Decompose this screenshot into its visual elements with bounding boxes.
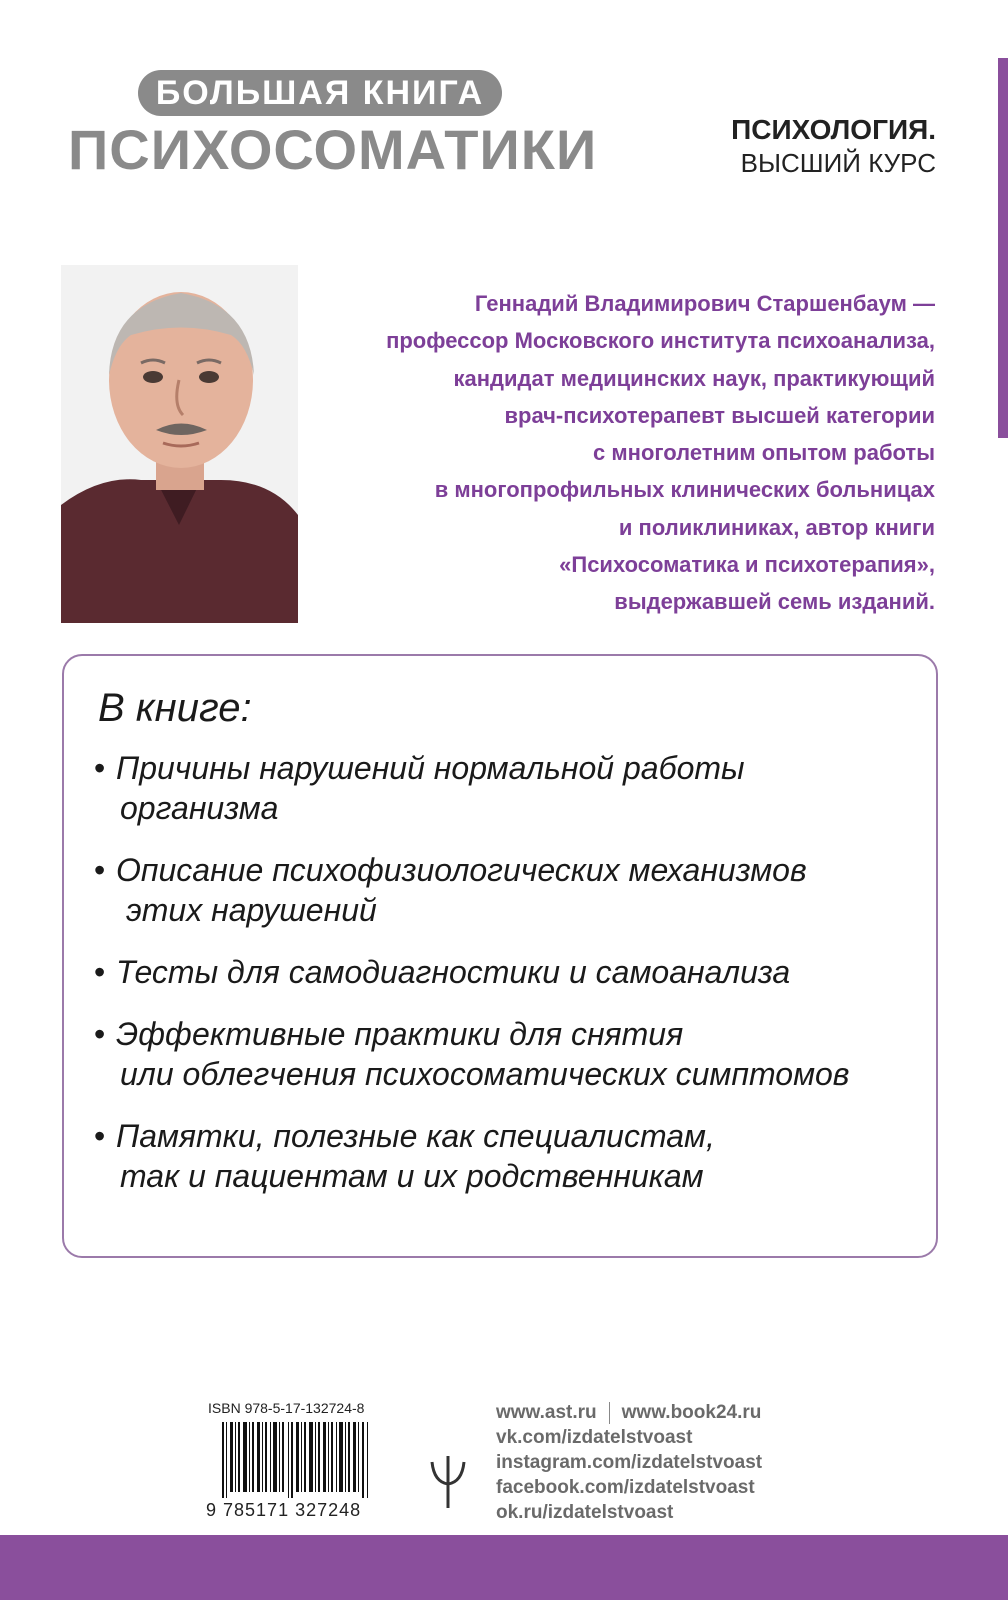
link-separator — [609, 1402, 610, 1424]
bullet-icon: • — [94, 750, 106, 786]
barcode-icon — [222, 1422, 372, 1498]
publisher-links — [496, 1400, 762, 1525]
list-item-line: Эффективные практики для снятия — [116, 1016, 684, 1052]
contents-list — [94, 748, 914, 1218]
link-book24[interactable]: www.book24.ru — [621, 1402, 762, 1423]
bullet-icon: • — [94, 1016, 106, 1052]
list-item-line: Причины нарушений нормальной работы — [116, 750, 745, 786]
list-item — [94, 952, 914, 992]
link-ast[interactable]: www.ast.ru — [496, 1402, 597, 1423]
series-badge: БОЛЬШАЯ КНИГА — [138, 70, 502, 116]
list-item-line: Тесты для самодиагностики и самоанализа — [116, 954, 791, 990]
bio-line: выдержавшей семь изданий. — [614, 589, 935, 615]
contents-heading: В книге: — [98, 686, 252, 730]
isbn-label: ISBN 978-5-17-132724-8 — [208, 1400, 365, 1416]
bullet-icon: • — [94, 954, 106, 990]
link-facebook[interactable]: facebook.com/izdatelstvoast — [496, 1477, 755, 1498]
list-item-line: Памятки, полезные как специалистам, — [116, 1118, 715, 1154]
author-portrait-illustration — [61, 265, 298, 623]
series-subtitle: ВЫСШИЙ КУРС — [740, 148, 936, 178]
link-instagram[interactable]: instagram.com/izdatelstvoast — [496, 1452, 763, 1473]
right-edge-stripe — [998, 58, 1008, 438]
list-item-line: так и пациентам и их родственникам — [120, 1158, 704, 1194]
list-item — [94, 1116, 914, 1196]
bullet-icon: • — [94, 852, 106, 888]
list-item — [94, 1014, 914, 1094]
bio-line: кандидат медицинских наук, практикующий — [453, 365, 935, 391]
bottom-band — [0, 1535, 1008, 1600]
bio-line: врач-психотерапевт высшей категории — [504, 402, 935, 428]
bio-line: с многолетним опытом работы — [593, 440, 935, 466]
bio-line: в многопрофильных клинических больницах — [434, 477, 935, 503]
bio-line: «Психосоматика и психотерапия», — [559, 552, 935, 578]
list-item-line: организма — [120, 790, 279, 826]
barcode-digits: 9 785171 327248 — [206, 1500, 362, 1520]
book-title: ПСИХОСОМАТИКИ — [68, 118, 598, 181]
list-item-line: этих нарушений — [126, 892, 377, 928]
list-item-line: или облегчения психосоматических симптомов — [120, 1056, 850, 1092]
list-item-line: Описание психофизиологических механизмов — [116, 852, 807, 888]
list-item — [94, 850, 914, 930]
author-bio — [290, 285, 935, 621]
list-item — [94, 748, 914, 828]
series-name: ПСИХОЛОГИЯ. — [731, 114, 936, 145]
link-vk[interactable]: vk.com/izdatelstvoast — [496, 1427, 693, 1448]
bio-line: профессор Московского института психоанализа, — [386, 328, 935, 354]
author-photo — [61, 265, 298, 623]
bio-line: Геннадий Владимирович Старшенбаум — — [474, 291, 935, 316]
bio-line: и поликлиниках, автор книги — [618, 514, 935, 540]
book-contents-box — [62, 654, 938, 1258]
bullet-icon: • — [94, 1118, 106, 1154]
link-ok[interactable]: ok.ru/izdatelstvoast — [496, 1502, 674, 1523]
psi-logo-icon — [428, 1452, 468, 1510]
